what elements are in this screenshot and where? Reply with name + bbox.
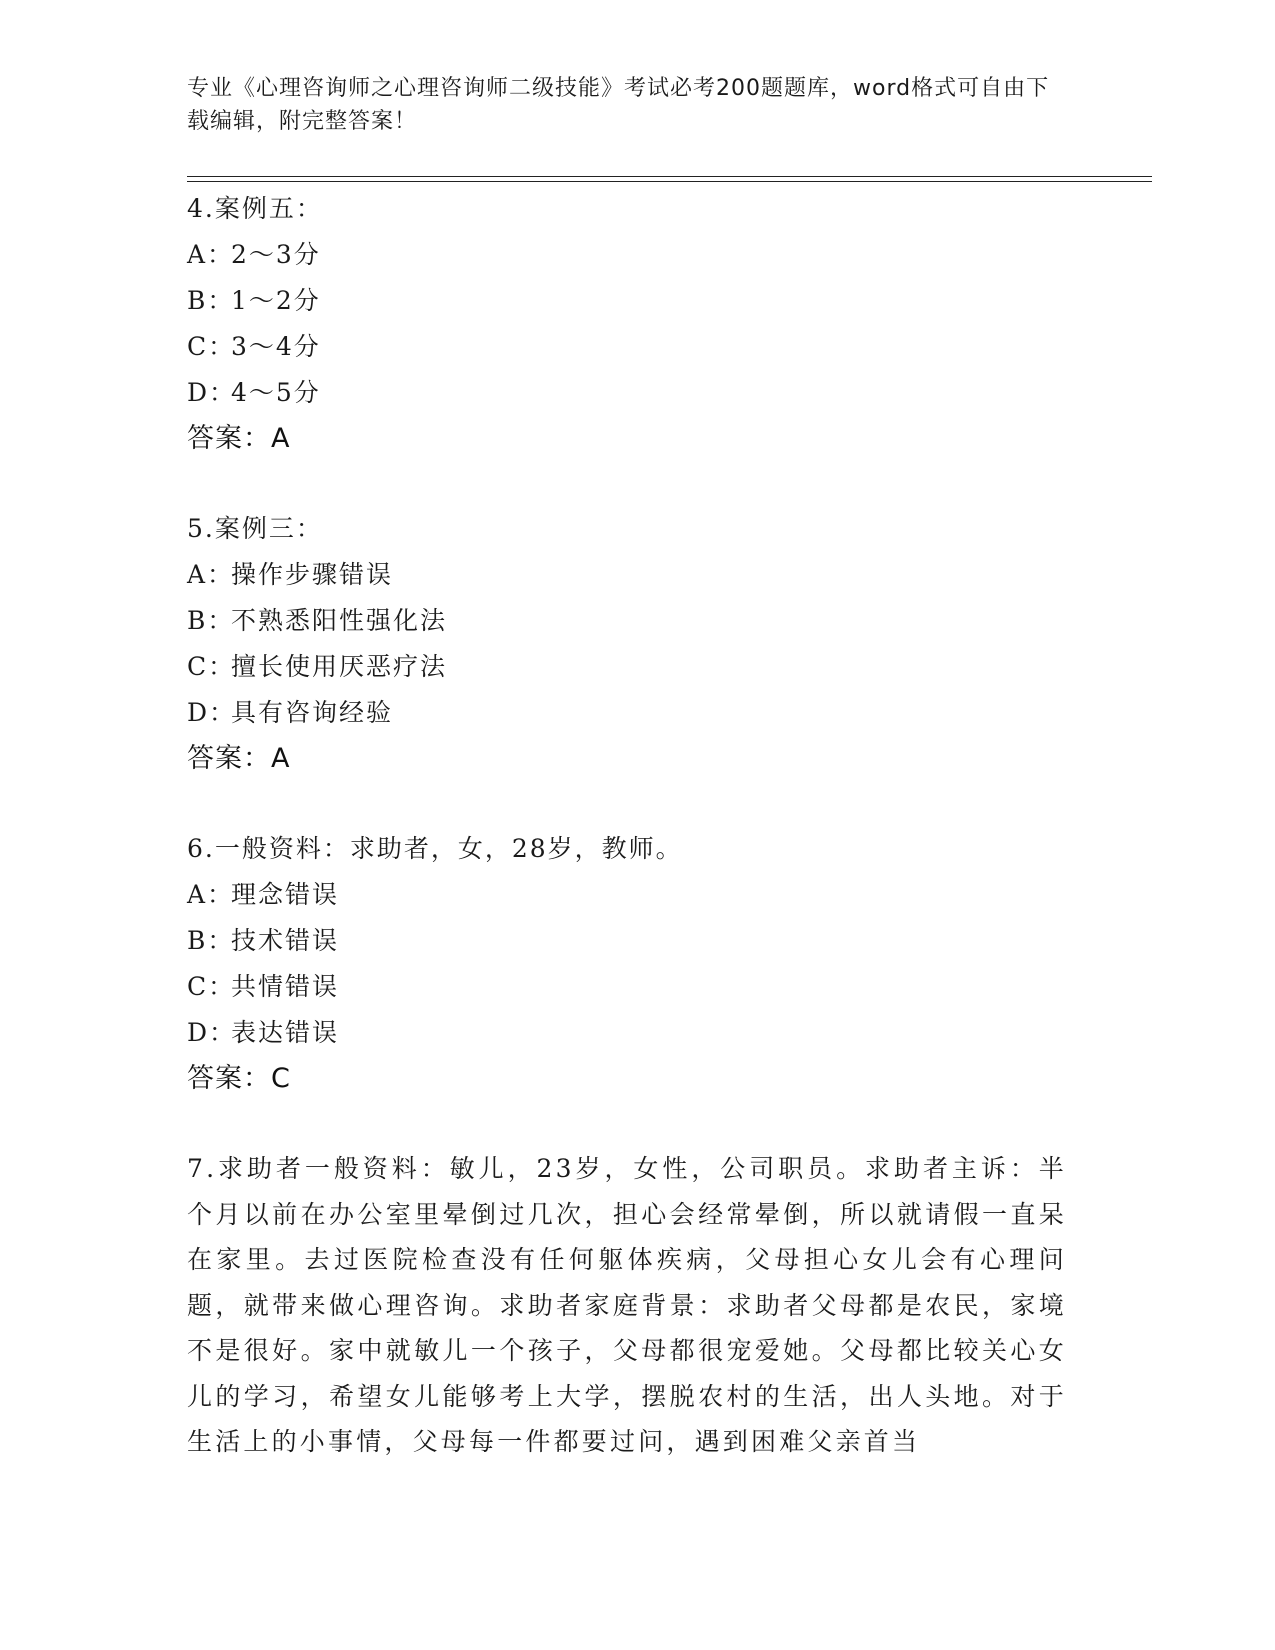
- option-a: [187, 552, 1067, 598]
- option-b: [187, 918, 1067, 964]
- option-c: [187, 644, 1067, 690]
- option-d: [187, 370, 1067, 416]
- option-label: C：: [187, 332, 236, 361]
- option-b: [187, 278, 1067, 324]
- option-label: C：: [187, 652, 236, 681]
- answer-line: 答案：A: [187, 743, 291, 774]
- option-label: B：: [187, 606, 235, 635]
- option-a: [187, 232, 1067, 278]
- answer-line: 答案：A: [187, 423, 291, 454]
- spacer: [187, 782, 1067, 826]
- option-label: B：: [187, 286, 235, 315]
- header-rule-bottom: [187, 181, 1152, 182]
- answer-line: 答案：C: [187, 1063, 291, 1094]
- option-text: 理念错误: [231, 880, 340, 909]
- question-7: [187, 1146, 1067, 1465]
- option-label: A：: [187, 880, 235, 909]
- question-4: [187, 186, 1067, 462]
- option-label: D：: [187, 378, 237, 407]
- page-header: 专业《心理咨询师之心理咨询师二级技能》考试必考200题题库，word格式可自由下载编辑，附完整答案！: [187, 76, 1050, 134]
- option-text: 擅长使用厌恶疗法: [231, 652, 448, 681]
- question-title: 6.一般资料：求助者，女，28岁，教师。: [187, 834, 683, 863]
- option-text: 1～2分: [231, 286, 321, 315]
- spacer: [187, 1102, 1067, 1146]
- option-b: [187, 598, 1067, 644]
- option-text: 不熟悉阳性强化法: [231, 606, 448, 635]
- option-text: 4～5分: [231, 378, 321, 407]
- option-d: [187, 690, 1067, 736]
- header-rule-top: [187, 176, 1152, 177]
- option-c: [187, 324, 1067, 370]
- option-c: [187, 964, 1067, 1010]
- option-label: B：: [187, 926, 235, 955]
- option-text: 操作步骤错误: [231, 560, 394, 589]
- option-d: [187, 1010, 1067, 1056]
- option-text: 2～3分: [231, 240, 321, 269]
- option-label: A：: [187, 240, 235, 269]
- question-paragraph: 7.求助者一般资料：敏儿，23岁，女性，公司职员。求助者主诉：半个月以前在办公室里晕倒过几次，担心会经常晕倒，所以就请假一直呆在家里。去过医院检查没有任何躯体疾病，父母担心女儿会有心理问题，就带来做心理咨询。求助者家庭背景：求助者父母都是农民，家境不是很好。家中就敏儿一个孩子，父母都很宠爱她。父母都比较关心女儿的学习，希望女儿能够考上大学，摆脱农村的生活，出人头地。对于生活上的小事情，父母每一件都要过问，遇到困难父亲首当: [187, 1154, 1067, 1456]
- option-label: D：: [187, 698, 237, 727]
- option-text: 表达错误: [231, 1018, 340, 1047]
- question-6: [187, 826, 1067, 1102]
- option-text: 共情错误: [231, 972, 340, 1001]
- option-text: 技术错误: [231, 926, 340, 955]
- question-title: 5.案例三：: [187, 514, 323, 543]
- option-label: C：: [187, 972, 236, 1001]
- option-label: A：: [187, 560, 235, 589]
- option-text: 具有咨询经验: [231, 698, 394, 727]
- content-area: [187, 186, 1067, 1465]
- option-label: D：: [187, 1018, 237, 1047]
- question-5: [187, 506, 1067, 782]
- option-text: 3～4分: [231, 332, 321, 361]
- option-a: [187, 872, 1067, 918]
- spacer: [187, 462, 1067, 506]
- question-title: 4.案例五：: [187, 194, 323, 223]
